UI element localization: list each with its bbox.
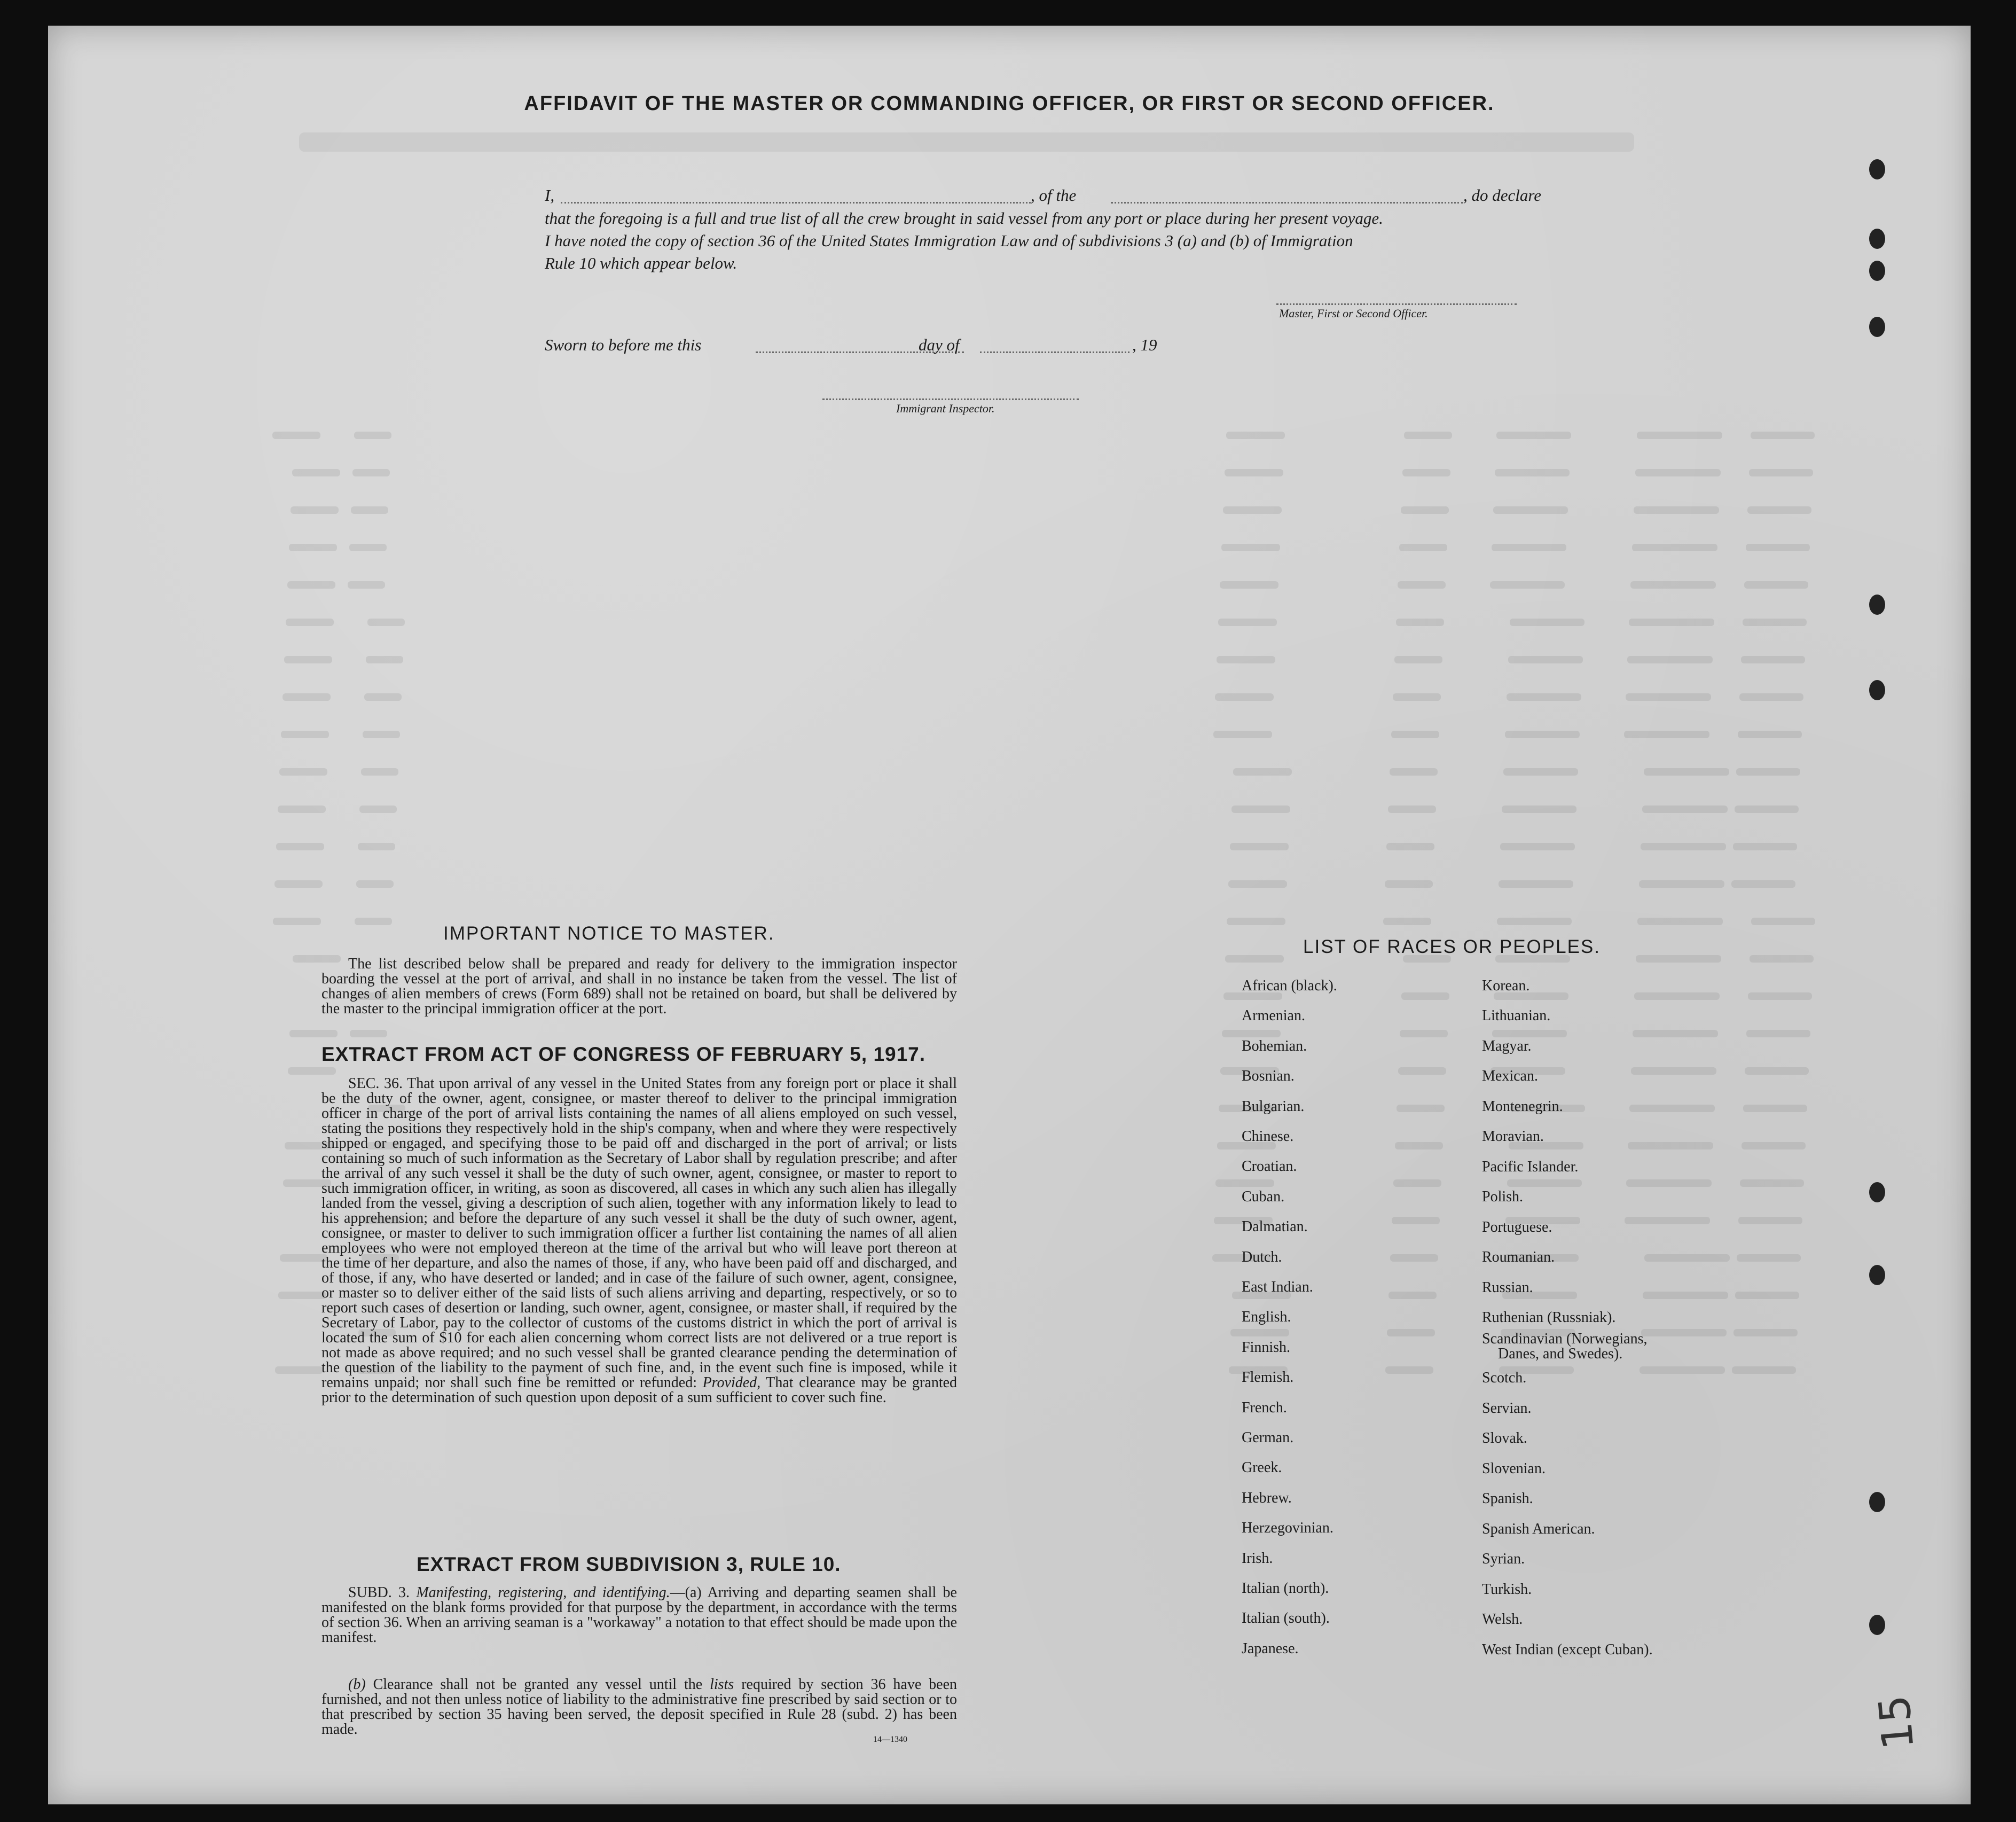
bleed-through-mark (358, 843, 395, 850)
bleed-through-mark (356, 880, 394, 888)
bleed-through-mark (1739, 693, 1803, 701)
bleed-through-mark (1496, 432, 1571, 439)
bleed-through-mark (1492, 1030, 1567, 1037)
affidavit-line-3: I have noted the copy of section 36 of the United States Immigration Law and of subdivisions 3 (a) and (b) of Immigration (545, 231, 1353, 250)
punch-hole (1869, 680, 1885, 700)
bleed-through-mark (1746, 1030, 1810, 1037)
bleed-through-mark (1225, 955, 1284, 963)
punch-hole (1869, 1615, 1885, 1635)
master-signature-label: Master, First or Second Officer. (1279, 307, 1428, 320)
bleed-through-mark (1218, 619, 1277, 626)
race-item: Japanese. (1242, 1640, 1299, 1657)
rule-subd-label: SUBD. 3. (348, 1584, 410, 1601)
bleed-through-mark (1735, 806, 1799, 813)
race-item: East Indian. (1242, 1279, 1313, 1295)
bleed-through-mark (1626, 693, 1711, 701)
race-item: Greek. (1242, 1459, 1282, 1476)
bleed-through-mark (1735, 1292, 1799, 1299)
bleed-through-mark (1629, 1105, 1715, 1112)
affidavit-title: AFFIDAVIT OF THE MASTER OR COMMANDING OFFICER, OR FIRST OR SECOND OFFICER. (524, 92, 1495, 115)
race-item: Spanish. (1482, 1490, 1533, 1507)
race-item: Scotch. (1482, 1370, 1527, 1386)
sworn-prefix: Sworn to before me this (545, 335, 702, 354)
race-item: Russian. (1482, 1279, 1533, 1296)
bleed-through-mark (278, 1292, 326, 1299)
race-item: Welsh. (1482, 1611, 1523, 1628)
bleed-through-mark (289, 1030, 338, 1037)
bleed-through-mark (1401, 506, 1449, 514)
bleed-through-mark (1748, 992, 1812, 1000)
bleed-through-mark (361, 768, 398, 776)
race-item: Lithuanian. (1482, 1007, 1551, 1024)
bleed-through-mark (1738, 1217, 1802, 1224)
bleed-through-mark (1390, 1254, 1438, 1262)
rule-b-label: (b) (348, 1676, 366, 1693)
bleed-through-mark (1399, 544, 1447, 551)
bleed-through-mark (1495, 469, 1570, 476)
bleed-through-mark (363, 731, 400, 738)
race-item: Pacific Islander. (1482, 1159, 1579, 1175)
race-item: African (black). (1242, 978, 1337, 994)
bleed-through-mark (1220, 581, 1278, 589)
bleed-through-mark (291, 506, 339, 514)
bleed-through-mark (1500, 843, 1575, 850)
bleed-through-mark (1636, 955, 1721, 963)
bleed-through-mark (1628, 1142, 1713, 1149)
rule-b-lists: lists (710, 1676, 734, 1693)
bleed-through-mark (1634, 992, 1720, 1000)
race-item: English. (1242, 1309, 1291, 1326)
punch-hole (1869, 1265, 1885, 1285)
bleed-through-mark (279, 768, 327, 776)
race-item: Ruthenian (Russniak). (1482, 1309, 1616, 1326)
bleed-through-mark (1644, 768, 1729, 776)
bleed-through-mark (1507, 1179, 1582, 1187)
bleed-through-mark (1398, 581, 1446, 589)
bleed-through-mark (273, 918, 321, 925)
race-item: Bosnian. (1242, 1068, 1295, 1085)
bleed-through-mark (1642, 806, 1728, 813)
bleed-through-mark (1751, 432, 1815, 439)
bleed-through-mark (284, 656, 332, 663)
bleed-through-mark (1385, 880, 1433, 888)
bleed-through-mark (1493, 506, 1568, 514)
race-item: Turkish. (1482, 1581, 1532, 1598)
bleed-through-mark (1508, 656, 1583, 663)
bleed-through-mark (1387, 1329, 1435, 1336)
bleed-through-mark (1228, 880, 1287, 888)
race-item: Italian (north). (1242, 1580, 1329, 1597)
bleed-through-mark (1230, 1329, 1289, 1336)
inspector-signature-blank (822, 398, 1079, 400)
notice-title: IMPORTANT NOTICE TO MASTER. (443, 923, 775, 944)
affidavit-name-prefix: I, (545, 186, 555, 205)
bleed-through-mark (1499, 880, 1573, 888)
bleed-through-mark (1733, 1329, 1798, 1336)
bleed-through-mark (1743, 619, 1807, 626)
bleed-through-mark (1503, 768, 1578, 776)
bleed-through-mark (349, 544, 387, 551)
bleed-through-mark (1737, 1254, 1801, 1262)
bleed-through-mark (1213, 731, 1272, 738)
bleed-through-mark (359, 806, 397, 813)
act-body-end: That clearance may be granted prior to the determination of such question upon deposit of a sum sufficient to cover such fine. (321, 1374, 958, 1406)
rule-a-body: —(a) Arriving and departing seamen shall be manifested on the blank forms provided for that purpose by the department, in accordance with the terms of section 36. When an arriving seaman is a "workaway" a notation to that effect should be made upon the manifest. (321, 1584, 957, 1646)
bleed-through-mark (1502, 806, 1576, 813)
race-item: Herzegovinian. (1242, 1520, 1333, 1537)
bleed-through-mark (1497, 918, 1572, 925)
race-item: Italian (south). (1242, 1610, 1330, 1627)
sworn-day-of: day of (919, 335, 960, 354)
act-section-label: SEC. 36. (348, 1075, 403, 1092)
bleed-through-mark (1741, 656, 1805, 663)
punch-hole (1869, 229, 1885, 249)
act-provided: Provided, (702, 1374, 761, 1391)
rule-b-pre: Clearance shall not be granted any vessel until the (373, 1676, 703, 1693)
rule-text-a (321, 1585, 957, 1645)
race-item: Montenegrin. (1482, 1098, 1563, 1115)
bleed-through-mark (1749, 469, 1813, 476)
races-title: LIST OF RACES OR PEOPLES. (1303, 936, 1601, 957)
bleed-through-band (299, 132, 1634, 152)
document-page (48, 26, 1971, 1804)
form-number: 14—1340 (873, 1735, 907, 1744)
bleed-through-mark (1740, 1179, 1804, 1187)
bleed-through-mark (1641, 843, 1726, 850)
bleed-through-mark (351, 506, 388, 514)
bleed-through-mark (276, 843, 324, 850)
act-body: That upon arrival of any vessel in the United States from any foreign port or place it shall be the duty of the owner, agent, consignee, or master thereof to deliver to the principal immigration officer in charge of the port of arrival lists containing the names of all aliens employed on such vessel, stating the positions they respectively hold in the ship's company, when and where they were respectively shipped or engaged, and specifying those to be paid off and discharged in the port of arrival; or lists containing so much of such information as the Secretary of Labor shall by regulation prescribe; and after the arrival of any such vessel it shall be the duty of such owner, agent, consignee, or master to report to such immigration officer, in writing, as soon as discovered, all cases in which any such alien has illegally landed from the vessel, giving a description of such alien, together with any information likely to lead to his apprehension; and before the departure of any such vessel it shall be the duty of such owner, agent, consignee, or master to deliver to such immigration officer a further list containing the names of all alien employees who were not employed thereon at the time of the arrival but who will leave port thereon at the time of her departure, and also the names of those, if any, who have been paid off and discharged, and of those, if any, who have deserted or landed; and in case of the failure of such owner, agent, consignee, or master so to deliver either of the said lists of such aliens arriving and departing, respectively, or so to report such cases of desertion or landing, such owner, agent, consignee, or master shall, if required by the Secretary of Labor, pay to the collector of customs of the customs district in which the port of arrival is located the sum of $10 for each alien concerning whom correct lists are not delivered or a true report is not made as above required; and no such vessel shall be granted clearance pending the determination of the question of the liability to the payment of such fine, and, in the event such fine is imposed, while it remains unpaid; nor shall such fine be remitted or refunded: (321, 1075, 957, 1391)
race-item: Portuguese. (1482, 1219, 1552, 1235)
bleed-through-mark (1395, 1142, 1443, 1149)
bleed-through-mark (1227, 918, 1285, 925)
bleed-through-mark (1630, 581, 1716, 589)
bleed-through-mark (1732, 1366, 1796, 1374)
race-item: Cuban. (1242, 1188, 1285, 1205)
bleed-through-mark (288, 1067, 336, 1075)
bleed-through-mark (1396, 619, 1444, 626)
affidavit-line-4: Rule 10 which appear below. (545, 254, 738, 272)
race-item: Bulgarian. (1242, 1098, 1305, 1115)
bleed-through-mark (355, 918, 392, 925)
bleed-through-mark (1398, 1067, 1446, 1075)
bleed-through-mark (1640, 1366, 1725, 1374)
bleed-through-mark (1226, 432, 1285, 439)
bleed-through-mark (1637, 432, 1722, 439)
bleed-through-mark (354, 432, 391, 439)
bleed-through-mark (1223, 506, 1282, 514)
bleed-through-mark (289, 544, 337, 551)
race-item: Dutch. (1242, 1248, 1282, 1265)
rule-text-b (321, 1677, 957, 1737)
bleed-through-mark (1404, 432, 1452, 439)
bleed-through-mark (275, 1366, 323, 1374)
race-item: Slovenian. (1482, 1460, 1546, 1477)
bleed-through-mark (367, 619, 405, 626)
race-item: Hebrew. (1242, 1489, 1292, 1506)
act-text (321, 1076, 957, 1405)
bleed-through-mark (1393, 1179, 1441, 1187)
bleed-through-mark (1389, 1292, 1437, 1299)
bleed-through-mark (1490, 581, 1565, 589)
affidavit-of-the: , of the (1031, 186, 1077, 205)
vessel-name-blank (1111, 202, 1463, 204)
race-item: West Indian (except Cuban). (1482, 1641, 1653, 1658)
bleed-through-mark (1401, 992, 1449, 1000)
bleed-through-mark (1751, 918, 1815, 925)
bleed-through-mark (1745, 1067, 1809, 1075)
bleed-through-mark (350, 1030, 387, 1037)
race-item: Syrian. (1482, 1551, 1525, 1567)
affidavit-line-2: that the foregoing is a full and true list of all the crew brought in said vessel from any port or place during her present voyage. (545, 209, 1383, 228)
punch-hole (1869, 1492, 1885, 1512)
bleed-through-mark (1750, 955, 1814, 963)
race-item: Magyar. (1482, 1038, 1532, 1054)
handwritten-page-number: 15 (1869, 1693, 1924, 1752)
bleed-through-mark (348, 581, 385, 589)
inspector-signature-label: Immigrant Inspector. (896, 402, 995, 415)
bleed-through-mark (1383, 918, 1431, 925)
rule-title: EXTRACT FROM SUBDIVISION 3, RULE 10. (417, 1553, 841, 1575)
bleed-through-mark (1624, 731, 1709, 738)
bleed-through-mark (281, 731, 329, 738)
bleed-through-mark (1639, 880, 1724, 888)
punch-hole (1869, 261, 1885, 281)
bleed-through-mark (1629, 619, 1714, 626)
bleed-through-mark (1625, 1217, 1710, 1224)
bleed-through-mark (292, 469, 340, 476)
bleed-through-mark (1390, 768, 1438, 776)
race-item: French. (1242, 1399, 1287, 1416)
bleed-through-mark (1215, 1179, 1274, 1187)
bleed-through-mark (1217, 656, 1275, 663)
punch-hole (1869, 159, 1885, 179)
race-item: Bohemian. (1242, 1037, 1307, 1054)
bleed-through-mark (1222, 1030, 1281, 1037)
race-item: Croatian. (1242, 1158, 1297, 1175)
bleed-through-mark (366, 656, 403, 663)
race-item: Flemish. (1242, 1369, 1294, 1386)
bleed-through-mark (1385, 1366, 1433, 1374)
notice-text: The list described below shall be prepared and ready for delivery to the immigration inspector boarding the vessel at the port of arrival, and shall in no instance be taken from the vessel. The list of changes of alien members of crews (Form 689) shall not be retained on board, but shall be delivered by the master to the principal immigration officer at the port. (321, 956, 957, 1017)
bleed-through-mark (1644, 1254, 1730, 1262)
bleed-through-mark (1736, 768, 1800, 776)
act-title: EXTRACT FROM ACT OF CONGRESS OF FEBRUARY 5, 1917. (321, 1043, 926, 1065)
master-signature-blank (1276, 303, 1517, 305)
bleed-through-mark (1507, 693, 1581, 701)
race-item: Slovak. (1482, 1430, 1527, 1446)
bleed-through-mark (1393, 693, 1441, 701)
bleed-through-mark (274, 880, 323, 888)
race-item: German. (1242, 1429, 1294, 1446)
bleed-through-mark (1641, 1329, 1727, 1336)
master-name-blank (561, 202, 1031, 204)
bleed-through-mark (1635, 469, 1721, 476)
bleed-through-mark (1402, 469, 1450, 476)
bleed-through-mark (280, 1254, 328, 1262)
affidavit-do-declare: , do declare (1463, 186, 1542, 205)
rule-b-post: required by section 36 have been furnished, and not then unless notice of liability to the administrative fine prescribed by said section or to that prescribed by section 35 having been served, the deposit specified in Rule 28 (subd. 2) has been made. (321, 1676, 958, 1738)
race-item: Scandinavian (Norwegians, (1482, 1331, 1648, 1347)
race-item: Servian. (1482, 1400, 1532, 1417)
bleed-through-mark (1633, 1030, 1718, 1037)
bleed-through-mark (1215, 693, 1274, 701)
bleed-through-mark (1400, 1030, 1448, 1037)
race-item: Chinese. (1242, 1128, 1294, 1145)
bleed-through-mark (364, 693, 402, 701)
race-item: Irish. (1242, 1550, 1273, 1567)
bleed-through-mark (1221, 544, 1280, 551)
race-item: Finnish. (1242, 1339, 1291, 1356)
bleed-through-mark (1230, 843, 1289, 850)
bleed-through-mark (287, 581, 335, 589)
bleed-through-mark (1634, 506, 1719, 514)
bleed-through-mark (278, 806, 326, 813)
bleed-through-mark (1744, 581, 1808, 589)
punch-hole (1869, 317, 1885, 337)
bleed-through-mark (1231, 806, 1290, 813)
bleed-through-mark (1643, 1292, 1728, 1299)
bleed-through-mark (286, 619, 334, 626)
bleed-through-mark (1392, 1217, 1440, 1224)
race-item: Mexican. (1482, 1068, 1538, 1084)
punch-hole (1869, 1182, 1885, 1202)
bleed-through-mark (1626, 1179, 1712, 1187)
bleed-through-mark (1632, 544, 1717, 551)
bleed-through-mark (1743, 1105, 1807, 1112)
race-item: Polish. (1482, 1188, 1524, 1205)
bleed-through-mark (1631, 1067, 1716, 1075)
bleed-through-mark (1388, 806, 1436, 813)
bleed-through-mark (272, 432, 320, 439)
bleed-through-mark (283, 693, 331, 701)
bleed-through-mark (1627, 656, 1713, 663)
sworn-year: , 19 (1132, 335, 1157, 354)
bleed-through-mark (1233, 768, 1292, 776)
punch-hole (1869, 595, 1885, 615)
bleed-through-mark (1731, 880, 1795, 888)
sworn-month-blank (980, 351, 1129, 353)
bleed-through-mark (1505, 731, 1580, 738)
race-item: Dalmatian. (1242, 1218, 1308, 1235)
bleed-through-mark (1391, 731, 1439, 738)
bleed-through-mark (1742, 1142, 1806, 1149)
race-item: Armenian. (1242, 1007, 1305, 1025)
bleed-through-mark (1738, 731, 1802, 738)
race-item: Korean. (1482, 978, 1530, 994)
rule-subd-heading: Manifesting, registering, and identifying. (416, 1584, 670, 1601)
race-item: Roumanian. (1482, 1249, 1555, 1265)
bleed-through-mark (352, 469, 390, 476)
bleed-through-mark (1733, 843, 1797, 850)
bleed-through-mark (1746, 544, 1810, 551)
bleed-through-mark (1492, 544, 1566, 551)
race-item: Danes, and Swedes). (1498, 1346, 1623, 1362)
race-item: Moravian. (1482, 1128, 1544, 1145)
bleed-through-mark (1637, 918, 1723, 925)
bleed-through-mark (1394, 656, 1442, 663)
bleed-through-mark (1386, 843, 1434, 850)
race-item: Spanish American. (1482, 1521, 1595, 1537)
bleed-through-mark (1510, 619, 1584, 626)
bleed-through-mark (1397, 1105, 1445, 1112)
bleed-through-mark (1225, 469, 1283, 476)
bleed-through-mark (1747, 506, 1811, 514)
